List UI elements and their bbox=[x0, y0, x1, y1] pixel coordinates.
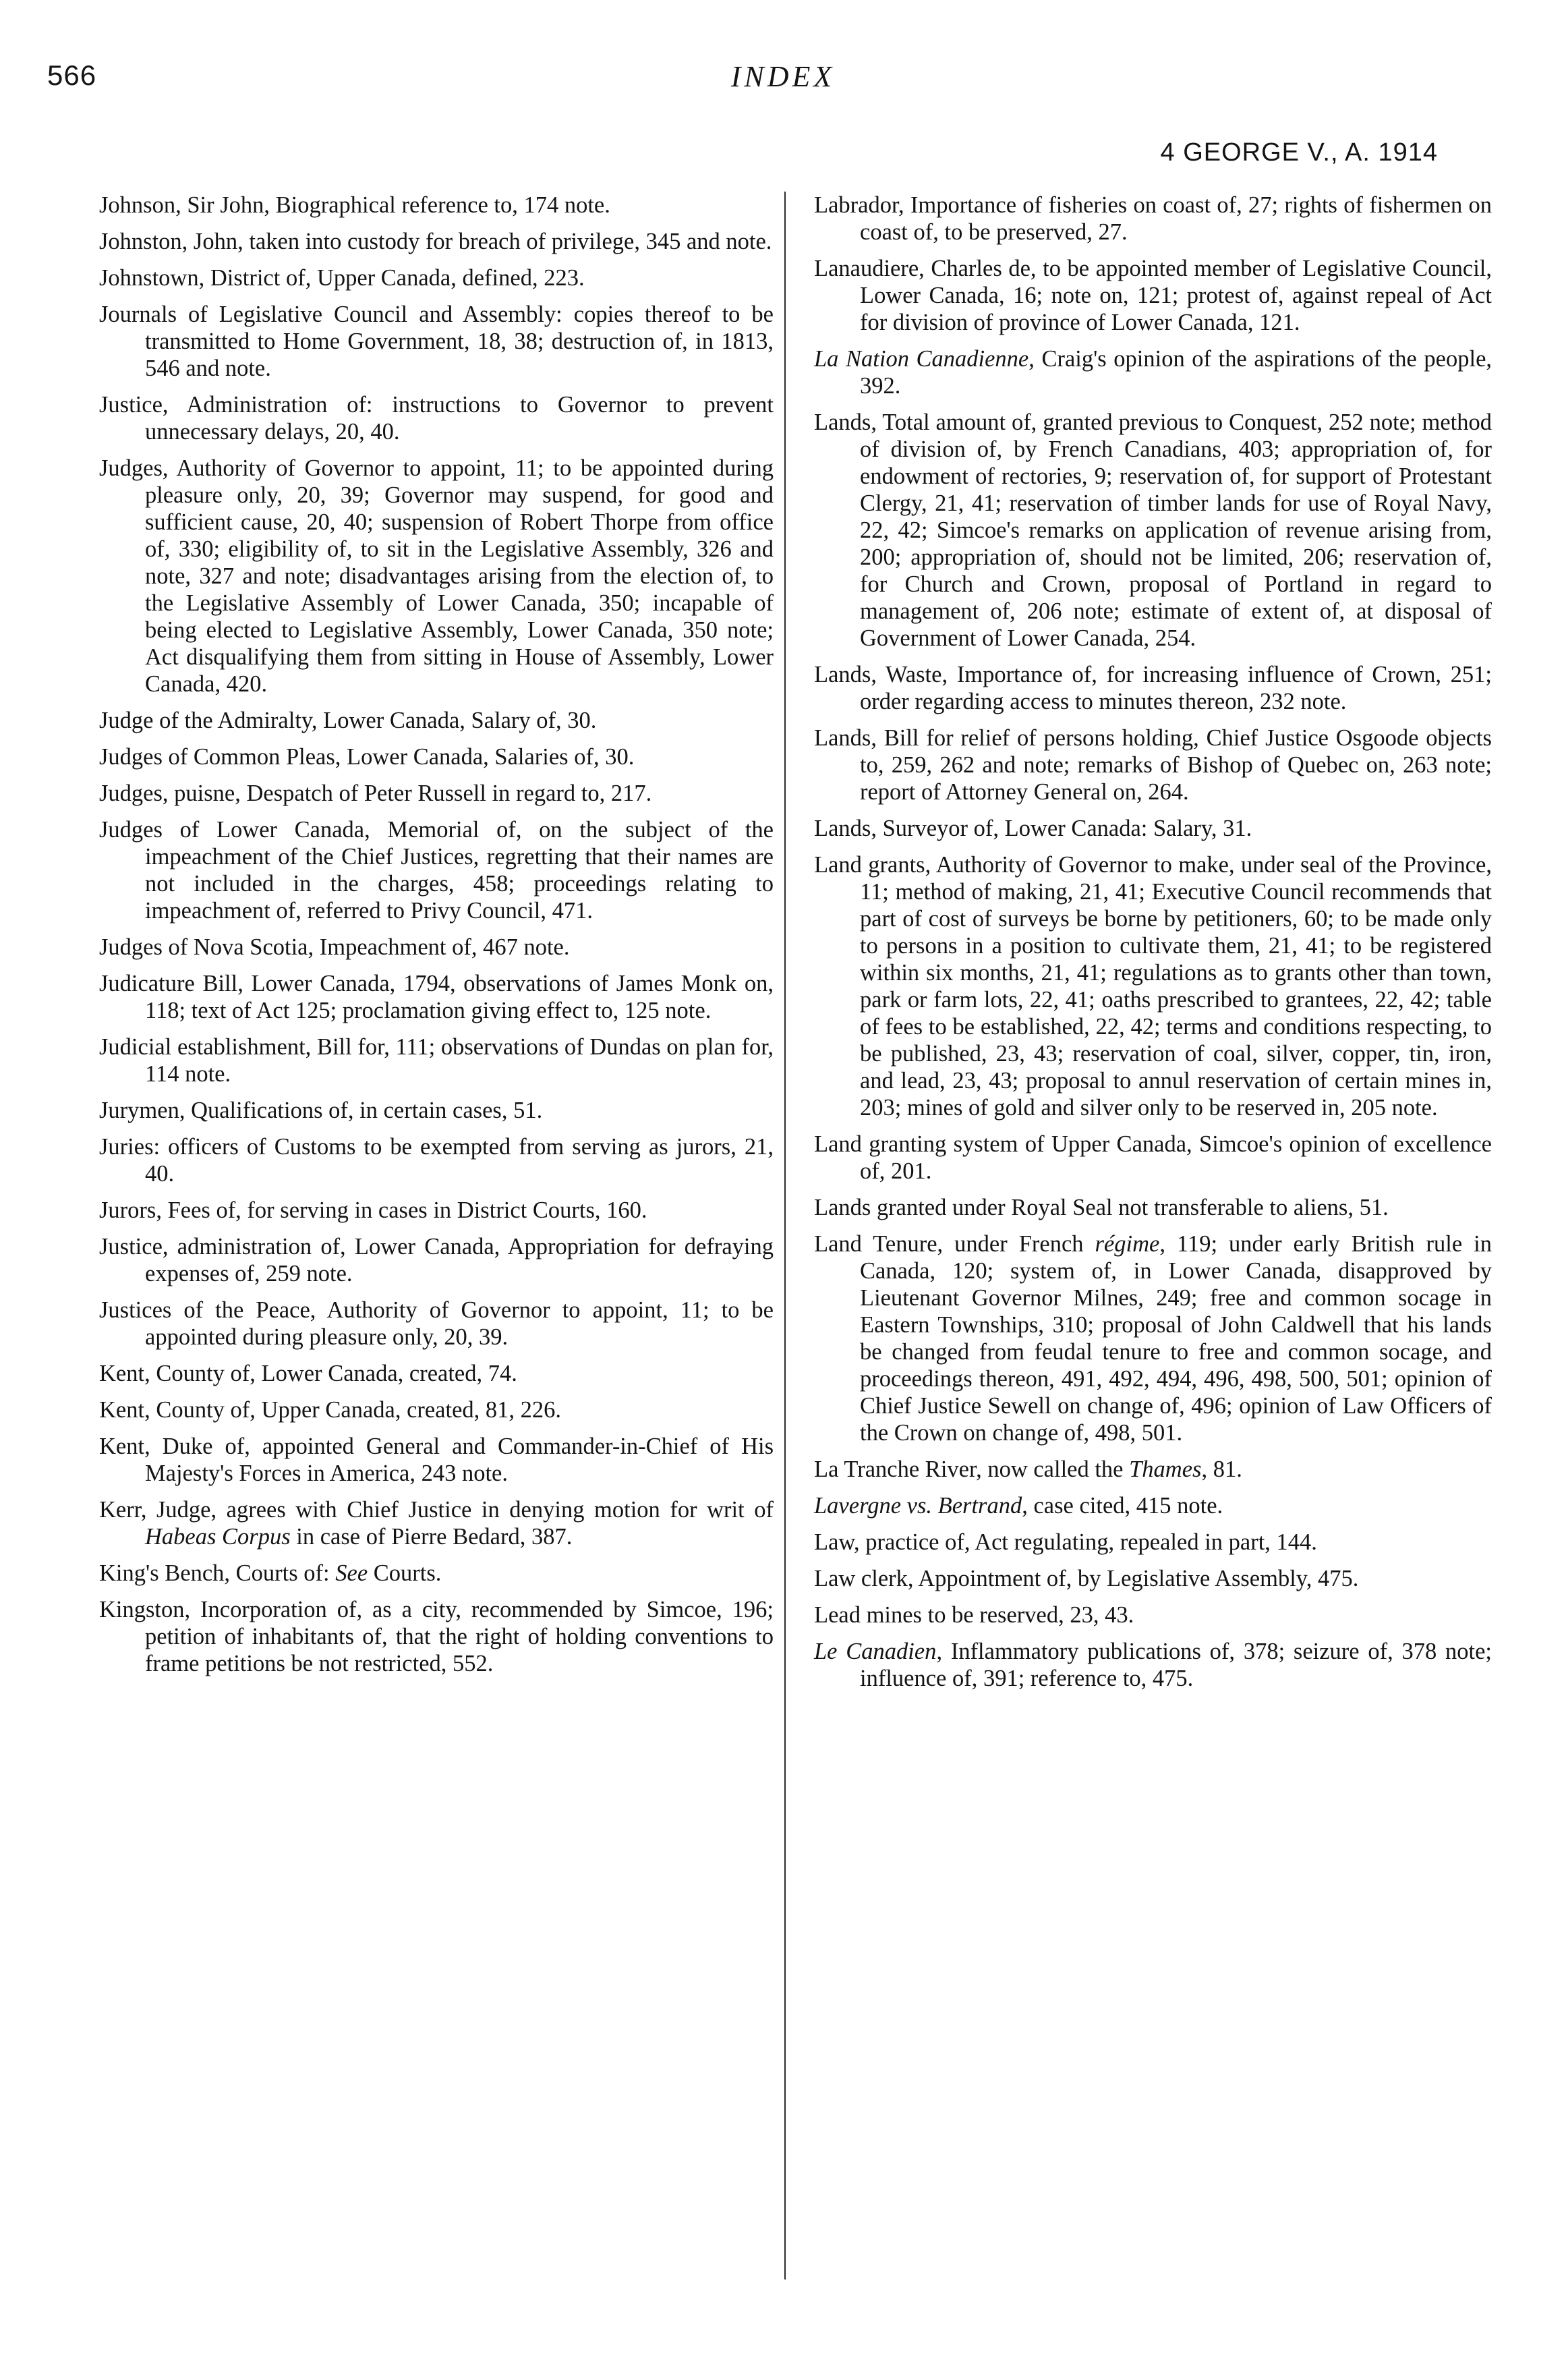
index-entry: Justice, administration of, Lower Canada, Appropriation for defraying expenses of, 259 note. bbox=[99, 1234, 774, 1286]
index-entry: Lands, Waste, Importance of, for increasing influence of Crown, 251; order regarding access to minutes thereon, 232 note. bbox=[814, 662, 1492, 714]
index-column-right bbox=[814, 192, 1492, 1701]
index-entry: Lanaudiere, Charles de, to be appointed member of Legislative Council, Lower Canada, 16; note on, 121; protest of, against repeal of Act for division of province of Lower Canada, 121. bbox=[814, 256, 1492, 335]
index-entry: Justices of the Peace, Authority of Governor to appoint, 11; to be appointed during pleasure only, 20, 39. bbox=[99, 1297, 774, 1350]
index-entry: Judges of Lower Canada, Memorial of, on the subject of the impeachment of the Chief Justices, regretting that their names are not included in the charges, 458; proceedings relating to impeachment of, referred to Privy Council, 471. bbox=[99, 817, 774, 924]
index-entry: Lands, Surveyor of, Lower Canada: Salary, 31. bbox=[814, 816, 1252, 841]
index-entry: Lands granted under Royal Seal not transferable to aliens, 51. bbox=[814, 1195, 1389, 1220]
index-entry: Johnston, John, taken into custody for breach of privilege, 345 and note. bbox=[99, 229, 772, 254]
index-entry: La Tranche River, now called the Thames, 81. bbox=[814, 1456, 1242, 1482]
index-entry: Labrador, Importance of fisheries on coast of, 27; rights of fishermen on coast of, to be preserved, 27. bbox=[814, 192, 1492, 245]
index-entry: Johnstown, District of, Upper Canada, defined, 223. bbox=[99, 265, 585, 291]
index-entry: Judicature Bill, Lower Canada, 1794, observations of James Monk on, 118; text of Act 125; proclamation giving effect to, 125 note. bbox=[99, 971, 774, 1023]
index-entry: Judge of the Admiralty, Lower Canada, Salary of, 30. bbox=[99, 708, 597, 733]
index-entry: Kingston, Incorporation of, as a city, recommended by Simcoe, 196; petition of inhabitants of, that the right of holding conventions to frame petitions be not restricted, 552. bbox=[99, 1597, 774, 1676]
index-entry: Lands, Total amount of, granted previous to Conquest, 252 note; method of division of, by French Canadians, 403; appropriation of, for endowment of rectories, 9; reservation of, for support of Protestant Clergy, 21, 41; reservation of timber lands for use of Royal Navy, 22, 42; Simcoe's remarks on application of revenue arising from, 200; appropriation of, should not be limited, 206; reservation of, for Church and Crown, proposal of Portland in regard to management of, 206 note; estimate of extent of, at disposal of Government of Lower Canada, 254. bbox=[814, 409, 1492, 651]
index-entry: Land grants, Authority of Governor to make, under seal of the Province, 11; method of making, 21, 41; Executive Council recommends that part of cost of surveys be borne by petitioners, 60; to be made only to persons in a position to cultivate them, 21, 41; to be registered within six months, 21, 41; regulations as to grants other than town, park or farm lots, 22, 41; oaths prescribed to grantees, 22, 42; table of fees to be established, 22, 42; terms and conditions respecting, to be published, 23, 43; reservation of coal, silver, copper, tin, iron, and lead, 23, 43; proposal to annul reservation of certain mines in, 203; mines of gold and silver only to be reserved in, 205 note. bbox=[814, 852, 1492, 1121]
column-divider bbox=[784, 192, 786, 2279]
index-entry: Kent, County of, Upper Canada, created, 81, 226. bbox=[99, 1397, 562, 1423]
index-entry: Kerr, Judge, agrees with Chief Justice in denying motion for writ of Habeas Corpus in case of Pierre Bedard, 387. bbox=[99, 1497, 774, 1550]
index-entry: Judges of Common Pleas, Lower Canada, Salaries of, 30. bbox=[99, 744, 635, 770]
index-entry: Journals of Legislative Council and Assembly: copies thereof to be transmitted to Home Government, 18, 38; destruction of, in 1813, 546 and note. bbox=[99, 302, 774, 381]
session-reference: 4 GEORGE V., A. 1914 bbox=[1160, 138, 1438, 167]
index-column-left bbox=[99, 192, 774, 1687]
index-entry: Lavergne vs. Bertrand, case cited, 415 note. bbox=[814, 1493, 1223, 1519]
index-entry: Kent, Duke of, appointed General and Commander-in-Chief of His Majesty's Forces in America, 243 note. bbox=[99, 1434, 774, 1486]
index-entry: Justice, Administration of: instructions to Governor to prevent unnecessary delays, 20, 40. bbox=[99, 392, 774, 445]
index-entry: Law clerk, Appointment of, by Legislative Assembly, 475. bbox=[814, 1566, 1359, 1591]
index-entry: Judges of Nova Scotia, Impeachment of, 467 note. bbox=[99, 934, 570, 960]
index-entry: Johnson, Sir John, Biographical reference to, 174 note. bbox=[99, 192, 610, 218]
index-entry: Jurors, Fees of, for serving in cases in District Courts, 160. bbox=[99, 1197, 647, 1223]
index-entry: Jurymen, Qualifications of, in certain cases, 51. bbox=[99, 1098, 543, 1123]
index-entry: Law, practice of, Act regulating, repealed in part, 144. bbox=[814, 1529, 1317, 1555]
index-entry: La Nation Canadienne, Craig's opinion of the aspirations of the people, 392. bbox=[814, 346, 1492, 399]
index-entry: Land granting system of Upper Canada, Simcoe's opinion of excellence of, 201. bbox=[814, 1131, 1492, 1184]
index-entry: Judicial establishment, Bill for, 111; observations of Dundas on plan for, 114 note. bbox=[99, 1034, 774, 1087]
index-entry: Le Canadien, Inflammatory publications of, 378; seizure of, 378 note; influence of, 391; reference to, 475. bbox=[814, 1639, 1492, 1691]
index-entry: Judges, Authority of Governor to appoint, 11; to be appointed during pleasure only, 20, 39; Governor may suspend, for good and sufficient cause, 20, 40; suspension of Robert Thorpe from office of, 330; eligibility of, to sit in the Legislative Assembly, 326 and note, 327 and note; disadvantages arising from the election of, to the Legislative Assembly of Lower Canada, 350; incapable of being elected to Legislative Assembly, Lower Canada, 350 note; Act disqualifying them from sitting in House of Assembly, Lower Canada, 420. bbox=[99, 455, 774, 697]
index-entry: Lands, Bill for relief of persons holding, Chief Justice Osgoode objects to, 259, 262 and note; remarks of Bishop of Quebec on, 263 note; report of Attorney General on, 264. bbox=[814, 725, 1492, 805]
index-entry: King's Bench, Courts of: See Courts. bbox=[99, 1560, 442, 1586]
index-entry: Judges, puisne, Despatch of Peter Russell in regard to, 217. bbox=[99, 781, 652, 806]
index-entry: Juries: officers of Customs to be exempted from serving as jurors, 21, 40. bbox=[99, 1134, 774, 1187]
index-entry: Land Tenure, under French régime, 119; under early British rule in Canada, 120; system of, in Lower Canada, disapproved by Lieutenant Governor Milnes, 249; free and common socage in Eastern Townships, 310; proposal of John Caldwell that his lands be changed from feudal tenure to free and common socage, and proceedings thereon, 491, 492, 494, 496, 498, 500, 501; opinion of Chief Justice Sewell on change of, 496; opinion of Law Officers of the Crown on change of, 498, 501. bbox=[814, 1231, 1492, 1446]
running-head: INDEX bbox=[730, 60, 836, 93]
index-entry: Lead mines to be reserved, 23, 43. bbox=[814, 1602, 1134, 1628]
index-entry: Kent, County of, Lower Canada, created, 74. bbox=[99, 1361, 517, 1386]
page-number: 566 bbox=[47, 59, 97, 91]
